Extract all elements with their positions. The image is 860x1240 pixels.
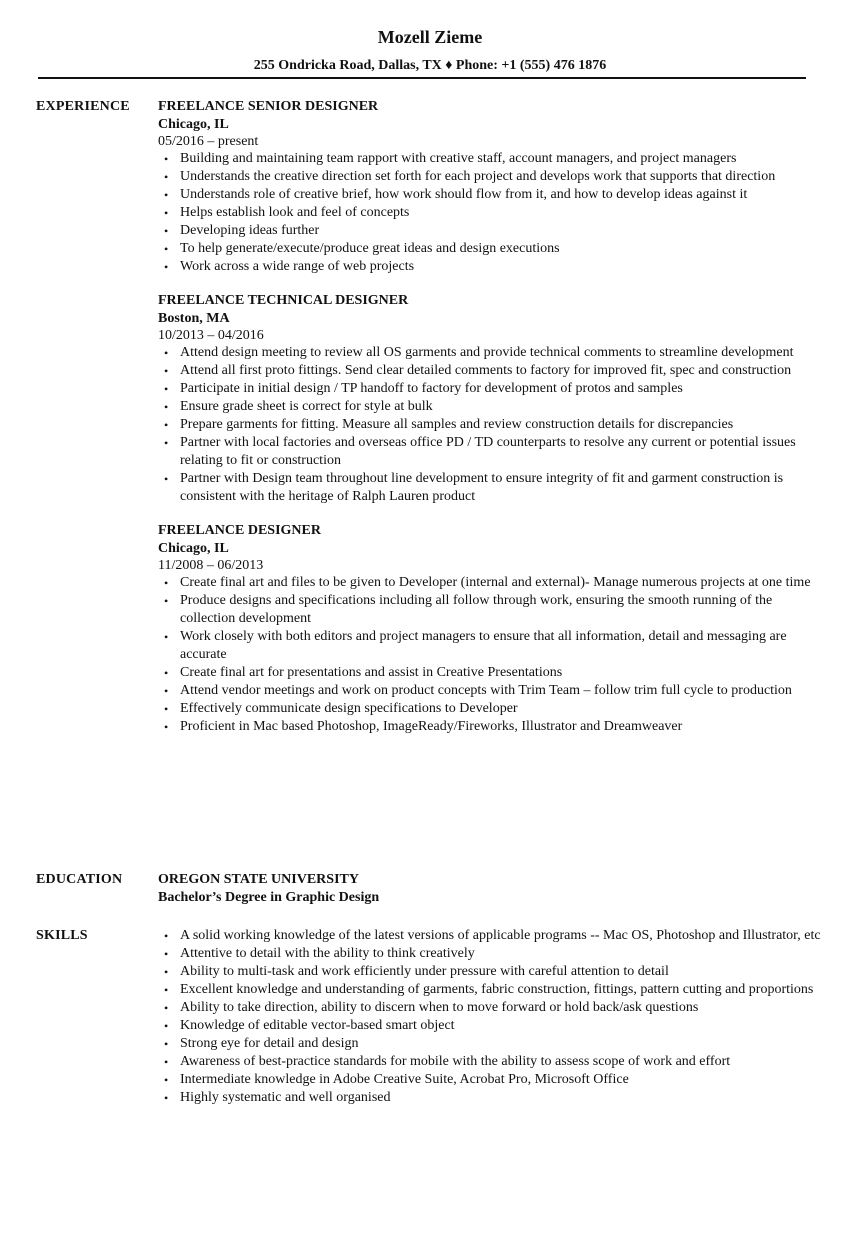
bullet-text: Attend design meeting to review all OS garments and provide technical comments to streamline development [180, 345, 794, 360]
header-divider [38, 77, 806, 79]
bullet-text: Prepare garments for fitting. Measure all samples and review construction details for discrepancies [180, 417, 734, 432]
bullet-text: Understands the creative direction set forth for each project and develops work that supports that direction [180, 169, 776, 184]
skill-text: Ability to take direction, ability to discern when to move forward or hold back/ask questions [180, 1000, 699, 1015]
skill-text: Ability to multi-task and work efficiently under pressure with careful attention to detail [180, 964, 669, 979]
bullet-icon: • [164, 594, 169, 608]
bullet-icon: • [164, 720, 169, 734]
bullet-text: Partner with Design team throughout line development to ensure integrity of fit and garment construction is consistent with the heritage of Ralph Lauren product [180, 471, 784, 504]
bullet-item [158, 470, 826, 506]
skill-item [158, 1089, 826, 1107]
bullet-icon: • [164, 702, 169, 716]
skill-item [158, 963, 826, 981]
bullet-text: Ensure grade sheet is correct for style at bulk [180, 399, 433, 414]
bullet-text: Partner with local factories and overseas office PD / TD counterparts to resolve any current or potential issues relating to fit or construction [180, 435, 796, 468]
bullet-text: Building and maintaining team rapport with creative staff, account managers, and project managers [180, 151, 737, 166]
bullet-icon: • [164, 152, 169, 166]
bullet-text: Developing ideas further [180, 223, 320, 238]
school-name: OREGON STATE UNIVERSITY [158, 872, 359, 887]
bullet-text: Create final art for presentations and assist in Creative Presentations [180, 665, 563, 680]
section-label-experience: EXPERIENCE [36, 99, 130, 114]
bullet-icon: • [164, 472, 169, 486]
skill-text: Awareness of best-practice standards for mobile with the ability to assess scope of work and effort [180, 1054, 731, 1069]
bullet-icon: • [164, 1019, 169, 1033]
bullet-icon: • [164, 436, 169, 450]
job-entry [158, 292, 826, 506]
job-bullets [158, 574, 826, 736]
job-title: FREELANCE SENIOR DESIGNER [158, 99, 379, 114]
bullet-text: Understands role of creative brief, how work should flow from it, and how to develop ideas against it [180, 187, 748, 202]
bullet-item [158, 718, 826, 736]
job-title: FREELANCE DESIGNER [158, 523, 321, 538]
bullet-icon: • [164, 1037, 169, 1051]
job-dates: 11/2008 – 06/2013 [158, 558, 264, 573]
bullet-icon: • [164, 188, 169, 202]
job-location: Boston, MA [158, 311, 230, 326]
bullet-item [158, 380, 826, 398]
contact-line: 255 Ondricka Road, Dallas, TX ♦ Phone: +1 (555) 476 1876 [253, 58, 607, 73]
bullet-item [158, 434, 826, 470]
bullet-item [158, 258, 826, 276]
bullet-text: Work across a wide range of web projects [180, 259, 415, 274]
skill-text: Strong eye for detail and design [180, 1036, 359, 1051]
skill-text: Knowledge of editable vector-based smart object [180, 1018, 455, 1033]
bullet-text: Work closely with both editors and project managers to ensure that all information, detail and messaging are accurate [180, 629, 787, 662]
bullet-icon: • [164, 260, 169, 274]
skill-item [158, 1017, 826, 1035]
skill-item [158, 945, 826, 963]
candidate-name: Mozell Zieme [377, 27, 483, 47]
bullet-icon: • [164, 346, 169, 360]
bullet-item [158, 416, 826, 434]
job-entry [158, 98, 826, 276]
bullet-icon: • [164, 666, 169, 680]
skills-list [158, 927, 826, 1107]
skill-text: Intermediate knowledge in Adobe Creative Suite, Acrobat Pro, Microsoft Office [180, 1072, 629, 1087]
skill-text: Excellent knowledge and understanding of garments, fabric construction, fittings, pattern cutting and proportions [180, 982, 814, 997]
resume-header [0, 26, 860, 75]
bullet-item [158, 150, 826, 168]
job-entry [158, 522, 826, 736]
bullet-text: Attend vendor meetings and work on product concepts with Trim Team – follow trim full cycle to production [180, 683, 792, 698]
bullet-icon: • [164, 947, 169, 961]
bullet-icon: • [164, 1073, 169, 1087]
bullet-item [158, 398, 826, 416]
bullet-item [158, 186, 826, 204]
bullet-item [158, 362, 826, 380]
job-dates: 05/2016 – present [158, 134, 259, 149]
bullet-text: Effectively communicate design specifications to Developer [180, 701, 518, 716]
skills-content [158, 927, 826, 1107]
job-location: Chicago, IL [158, 541, 229, 556]
bullet-text: Produce designs and specifications including all follow through work, ensuring the smooth running of the collection development [180, 593, 773, 626]
job-bullets [158, 150, 826, 276]
experience-content [158, 98, 826, 736]
bullet-icon: • [164, 242, 169, 256]
job-dates: 10/2013 – 04/2016 [158, 328, 264, 343]
bullet-icon: • [164, 965, 169, 979]
bullet-icon: • [164, 630, 169, 644]
bullet-icon: • [164, 684, 169, 698]
degree: Bachelor’s Degree in Graphic Design [158, 890, 380, 905]
bullet-item [158, 222, 826, 240]
skill-item [158, 927, 826, 945]
bullet-text: Create final art and files to be given to Developer (internal and external)- Manage numerous projects at one time [180, 575, 811, 590]
bullet-icon: • [164, 418, 169, 432]
job-location: Chicago, IL [158, 117, 229, 132]
bullet-item [158, 574, 826, 592]
bullet-item [158, 664, 826, 682]
bullet-icon: • [164, 983, 169, 997]
bullet-icon: • [164, 400, 169, 414]
bullet-item [158, 592, 826, 628]
bullet-icon: • [164, 576, 169, 590]
skill-text: Highly systematic and well organised [180, 1090, 391, 1105]
section-label-skills: SKILLS [36, 928, 88, 943]
bullet-item [158, 628, 826, 664]
bullet-icon: • [164, 170, 169, 184]
bullet-text: Participate in initial design / TP handoff to factory for development of protos and samples [180, 381, 683, 396]
bullet-icon: • [164, 1091, 169, 1105]
bullet-icon: • [164, 382, 169, 396]
job-bullets [158, 344, 826, 506]
bullet-item [158, 700, 826, 718]
skill-item [158, 1035, 826, 1053]
skill-item [158, 1053, 826, 1071]
bullet-text: Helps establish look and feel of concepts [180, 205, 410, 220]
skill-item [158, 999, 826, 1017]
skill-item [158, 1071, 826, 1089]
job-title: FREELANCE TECHNICAL DESIGNER [158, 293, 409, 308]
bullet-item [158, 344, 826, 362]
bullet-icon: • [164, 929, 169, 943]
section-label-education: EDUCATION [36, 872, 123, 887]
skill-item [158, 981, 826, 999]
bullet-item [158, 168, 826, 186]
skill-text: Attentive to detail with the ability to think creatively [180, 946, 475, 961]
bullet-icon: • [164, 224, 169, 238]
bullet-item [158, 204, 826, 222]
bullet-icon: • [164, 206, 169, 220]
bullet-text: Attend all first proto fittings. Send clear detailed comments to factory for improved fit, spec and construction [180, 363, 792, 378]
bullet-item [158, 682, 826, 700]
bullet-icon: • [164, 1001, 169, 1015]
bullet-icon: • [164, 1055, 169, 1069]
bullet-text: Proficient in Mac based Photoshop, ImageReady/Fireworks, Illustrator and Dreamweaver [180, 719, 683, 734]
education-content [158, 871, 826, 906]
skill-text: A solid working knowledge of the latest versions of applicable programs -- Mac OS, Photoshop and Illustrator, etc [180, 928, 821, 943]
bullet-icon: • [164, 364, 169, 378]
bullet-item [158, 240, 826, 258]
bullet-text: To help generate/execute/produce great ideas and design executions [180, 241, 560, 256]
